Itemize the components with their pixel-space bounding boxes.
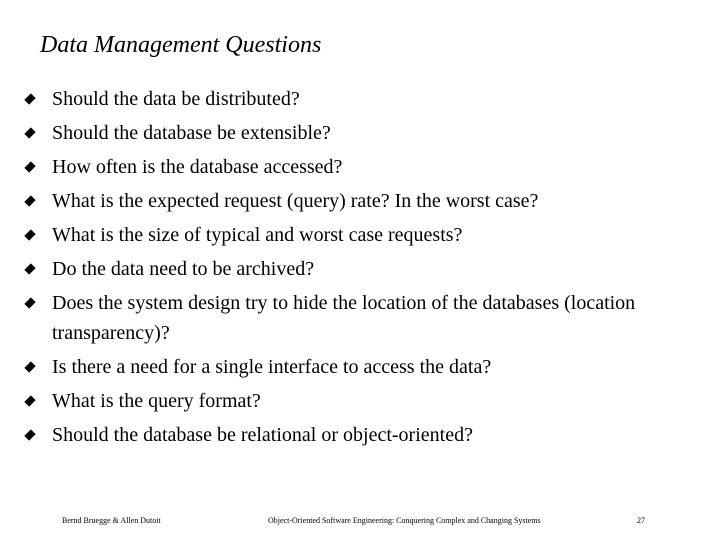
diamond-bullet-icon: [24, 229, 35, 240]
bullet-item: [26, 420, 706, 454]
diamond-bullet-icon: [24, 429, 35, 440]
diamond-bullet-icon: [24, 195, 35, 206]
bullet-text: What is the query format?: [52, 390, 261, 412]
bullet-text: Should the data be distributed?: [52, 88, 300, 110]
bullet-text: What is the expected request (query) rate? In the worst case?: [52, 190, 539, 212]
bullet-text: Is there a need for a single interface to access the data?: [52, 356, 492, 378]
diamond-bullet-icon: [24, 395, 35, 406]
slide-title: Data Management Questions: [40, 32, 322, 58]
bullet-text: Do the data need to be archived?: [52, 258, 315, 280]
bullet-text: Should the database be relational or object-oriented?: [52, 424, 473, 446]
footer-authors: Bernd Bruegge & Allen Dutoit: [62, 516, 161, 525]
bullet-item: [26, 254, 706, 288]
footer-page-number: 27: [637, 516, 645, 525]
diamond-bullet-icon: [24, 361, 35, 372]
bullet-list: [26, 84, 706, 454]
bullet-item: [26, 84, 706, 118]
bullet-text: What is the size of typical and worst case requests?: [52, 224, 463, 246]
diamond-bullet-icon: [24, 263, 35, 274]
diamond-bullet-icon: [24, 93, 35, 104]
diamond-bullet-icon: [24, 127, 35, 138]
bullet-item: [26, 352, 706, 386]
bullet-text: Does the system design try to hide the location of the databases (location transparency)?: [52, 292, 636, 344]
bullet-item: [26, 152, 706, 186]
bullet-item: [26, 186, 706, 220]
footer-book-title: Object-Oriented Software Engineering: Conquering Complex and Changing Systems: [268, 516, 541, 525]
bullet-text: Should the database be extensible?: [52, 122, 331, 144]
bullet-item: [26, 288, 706, 352]
bullet-text: How often is the database accessed?: [52, 156, 343, 178]
bullet-item: [26, 386, 706, 420]
diamond-bullet-icon: [24, 297, 35, 308]
bullet-item: [26, 118, 706, 152]
diamond-bullet-icon: [24, 161, 35, 172]
bullet-item: [26, 220, 706, 254]
